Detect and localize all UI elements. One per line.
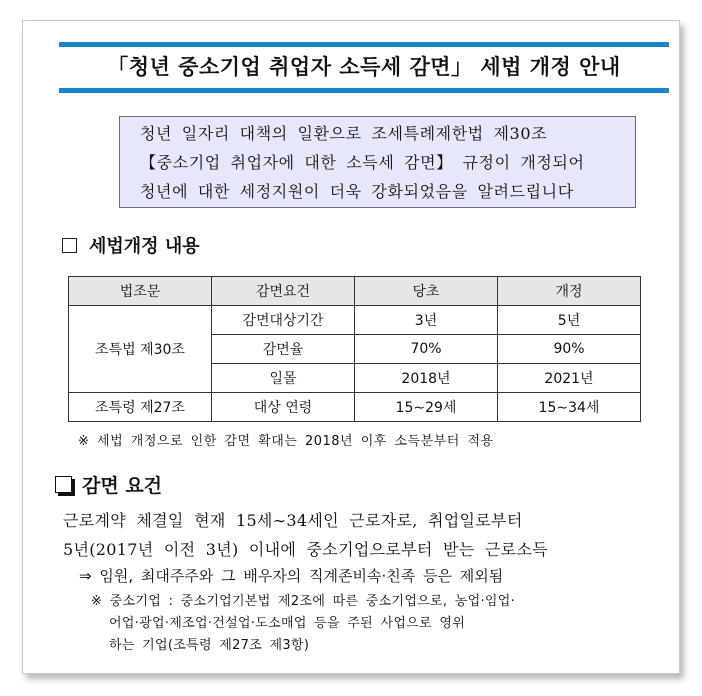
section-heading-requirements [55, 471, 162, 498]
notice-frame [22, 20, 680, 674]
table-cell: 15∼29세 [355, 393, 498, 422]
note-line: ※ 중소기업 : 중소기업기본법 제2조에 따른 중소기업으로, 농업·임업· [91, 594, 516, 609]
table-cell: 일몰 [212, 364, 355, 393]
law-change-table [68, 276, 641, 422]
table-cell: 3년 [355, 306, 498, 335]
sme-definition-note [91, 591, 671, 657]
title-bottom-rule [59, 88, 669, 93]
table-cell: 2021년 [498, 364, 641, 393]
table-group-label: 조특법 제30조 [69, 306, 212, 393]
table-cell: 90% [498, 335, 641, 364]
section-heading-text: 세법개정 내용 [89, 236, 200, 257]
table-note: ※ 세법 개정으로 인한 감면 확대는 2018년 이후 소득분부터 적용 [78, 434, 494, 449]
table-cell: 5년 [498, 306, 641, 335]
table-header-row [69, 277, 641, 306]
intro-box [119, 116, 636, 208]
table-header-cell: 감면요건 [212, 277, 355, 306]
page-title: 「청년 중소기업 취업자 소득세 감면」 세법 개정 안내 [107, 55, 621, 79]
table-cell: 대상 연령 [212, 393, 355, 422]
table-cell: 조특령 제27조 [69, 393, 212, 422]
intro-line: 청년 일자리 대책의 일환으로 조세특례제한법 제30조 [140, 124, 548, 143]
requirements-line: 근로계약 체결일 현재 15세∼34세인 근로자로, 취업일로부터 [63, 511, 523, 530]
table-cell: 2018년 [355, 364, 498, 393]
table-header-cell: 당초 [355, 277, 498, 306]
intro-line: 【중소기업 취업자에 대한 소득세 감면】 규정이 개정되어 [140, 153, 585, 172]
table-cell: 15∼34세 [498, 393, 641, 422]
intro-line: 청년에 대한 세정지원이 더욱 강화되었음을 알려드립니다 [140, 182, 574, 201]
requirements-text [63, 506, 663, 564]
note-line: 하는 기업(조특령 제27조 제3항) [109, 638, 310, 653]
shadow-square-bullet-icon [55, 476, 72, 493]
table-header-cell: 법조문 [69, 277, 212, 306]
square-bullet-icon [62, 238, 77, 253]
exclusion-text: ⇒ 임원, 최대주주와 그 배우자의 직계존비속·친족 등은 제외됨 [79, 567, 504, 585]
section-heading-text: 감면 요건 [82, 475, 163, 497]
table-row [69, 306, 641, 335]
table-row [69, 393, 641, 422]
table-cell: 감면율 [212, 335, 355, 364]
table-cell: 감면대상기간 [212, 306, 355, 335]
table-cell: 70% [355, 335, 498, 364]
note-line: 어업·광업·제조업·건설업·도소매업 등을 주된 사업으로 영위 [109, 616, 466, 631]
requirements-line: 5년(2017년 이전 3년) 이내에 중소기업으로부터 받는 근로소득 [63, 540, 548, 559]
section-heading-law-change [62, 232, 200, 258]
table-header-cell: 개정 [498, 277, 641, 306]
